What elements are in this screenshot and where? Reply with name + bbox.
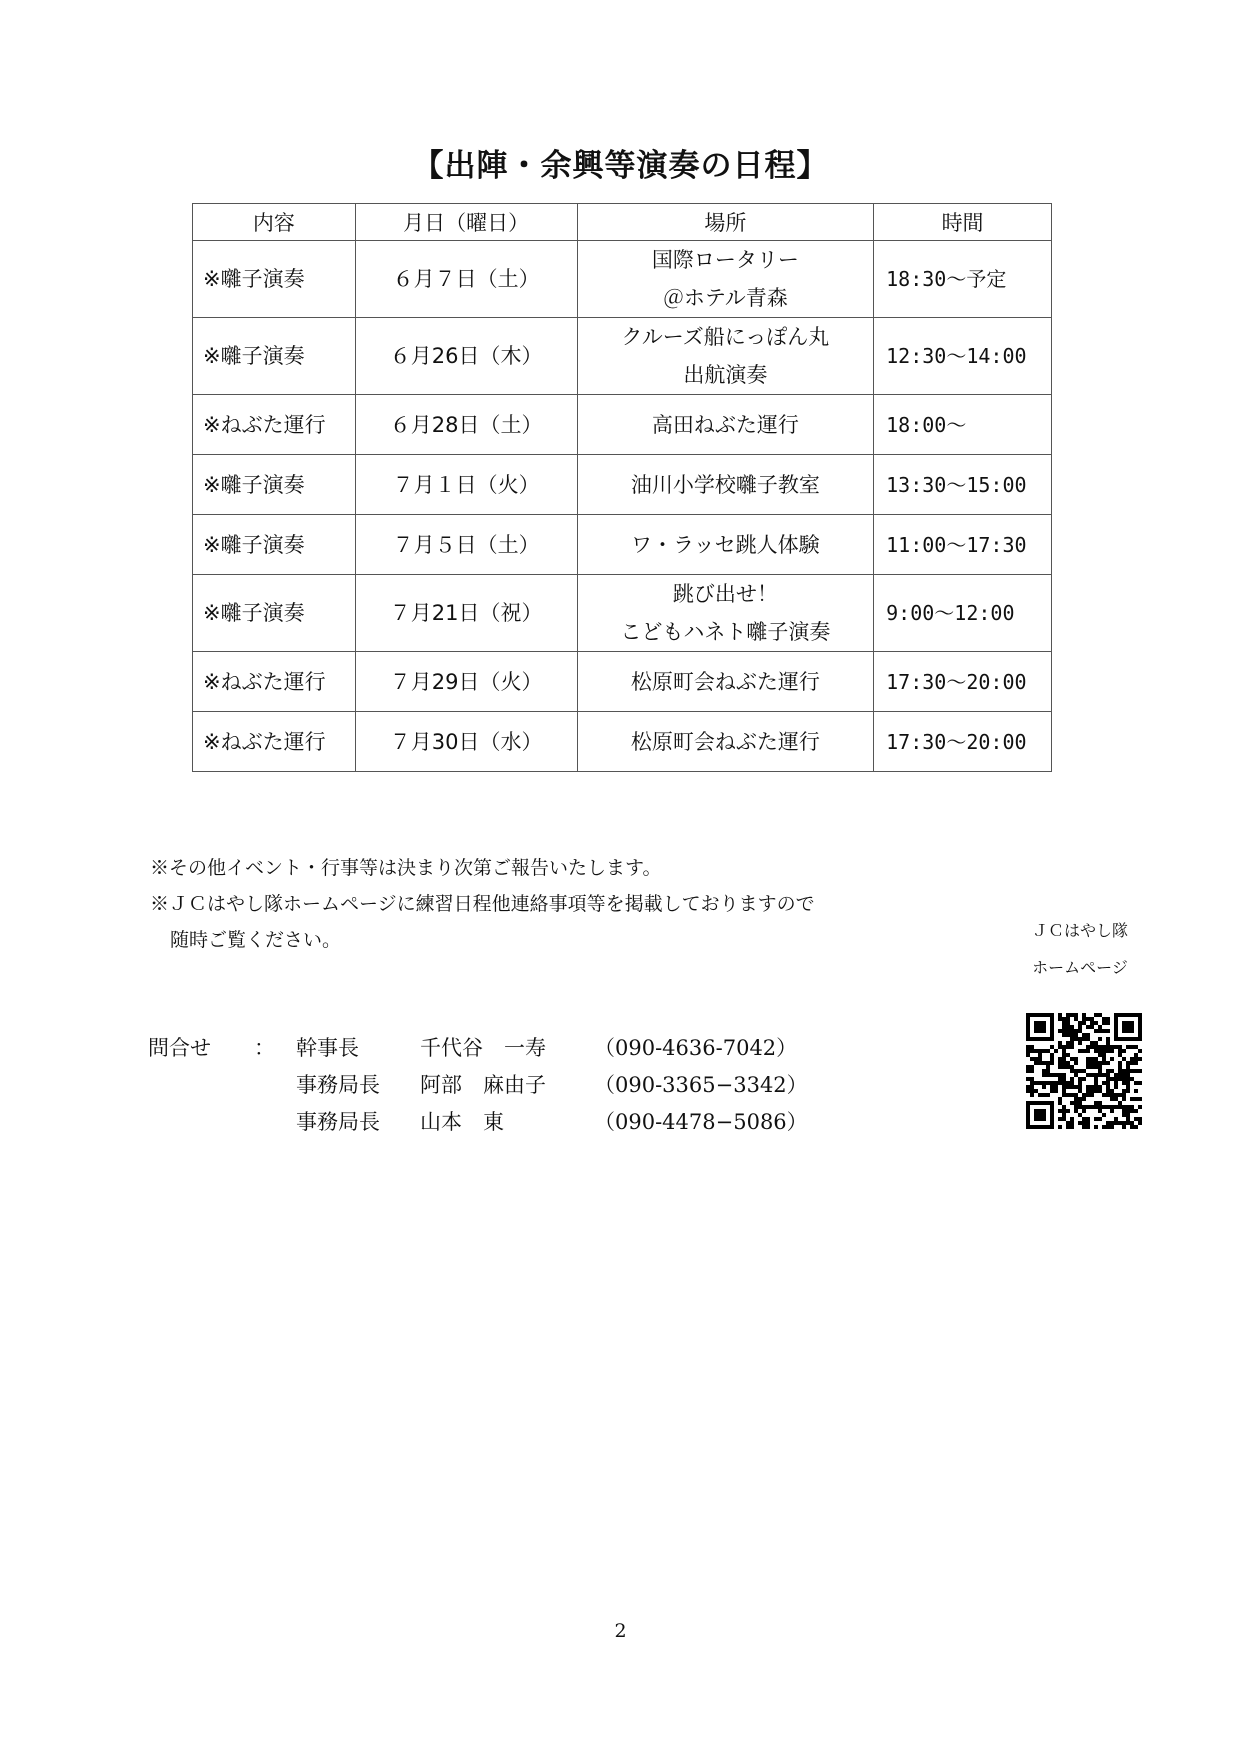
cell-place: [577, 318, 874, 395]
cell-place: [577, 652, 874, 712]
contact-colon: ：: [254, 1036, 275, 1060]
cell-content: ※囃子演奏: [193, 515, 356, 575]
cell-place: [577, 712, 874, 772]
contact-role: 事務局長: [296, 1073, 380, 1097]
contact-label: 問合せ: [148, 1036, 211, 1060]
cell-time: 9:00～12:00: [874, 575, 1052, 652]
cell-date: ７月21日（祝）: [355, 575, 577, 652]
cell-time: 13:30～15:00: [874, 455, 1052, 515]
header-place: 場所: [577, 204, 874, 241]
cell-time: 18:00～: [874, 395, 1052, 455]
cell-place: [577, 515, 874, 575]
contact-name: 阿部 麻由子: [420, 1073, 546, 1097]
place-line: 松原町会ねぶた運行: [630, 729, 820, 754]
qr-label-line: ＪＣはやし隊: [1031, 921, 1128, 940]
cell-date: ７月30日（水）: [355, 712, 577, 772]
place-line: 国際ロータリー: [651, 248, 799, 272]
cell-content: ※ねぶた運行: [193, 395, 356, 455]
cell-date: ６月26日（木）: [355, 318, 577, 395]
qr-code[interactable]: [1026, 1013, 1142, 1129]
header-time: 時間: [874, 204, 1052, 241]
cell-place: [577, 575, 874, 652]
header-date: 月日（曜日）: [355, 204, 577, 241]
contact-name: 千代谷 一寿: [420, 1036, 546, 1060]
cell-content: ※囃子演奏: [193, 318, 356, 395]
table-header-row: [193, 204, 1052, 241]
contact-role: 幹事長: [296, 1036, 359, 1060]
contact-row: [148, 1032, 848, 1069]
place-line: クルーズ船にっぽん丸: [621, 325, 830, 349]
cell-time: 18:30～予定: [874, 241, 1052, 318]
place-line: 出航演奏: [683, 363, 768, 387]
contact-phone: （090-3365−3342）: [594, 1073, 808, 1097]
cell-content: ※囃子演奏: [193, 241, 356, 318]
contact-phone: （090-4478−5086）: [594, 1110, 808, 1134]
header-content: 内容: [193, 204, 356, 241]
cell-time: 17:30～20:00: [874, 712, 1052, 772]
table-row: [193, 712, 1052, 772]
place-line: 高田ねぶた運行: [651, 412, 799, 437]
place-line: ワ・ラッセ跳人体験: [631, 532, 820, 557]
contact-phone: （090-4636-7042）: [594, 1036, 798, 1060]
table-row: [193, 241, 1052, 318]
table-row: [193, 318, 1052, 395]
page-number: 2: [614, 1620, 627, 1642]
table-row: [193, 515, 1052, 575]
place-line: 松原町会ねぶた運行: [630, 669, 820, 694]
cell-date: ７月１日（火）: [355, 455, 577, 515]
cell-content: ※ねぶた運行: [193, 652, 356, 712]
contact-block: [148, 1032, 848, 1143]
cell-date: ６月28日（土）: [355, 395, 577, 455]
table-row: [193, 395, 1052, 455]
contact-row: [148, 1106, 848, 1143]
place-line: 跳び出せ！: [672, 582, 778, 606]
cell-place: [577, 241, 874, 318]
cell-time: 12:30～14:00: [874, 318, 1052, 395]
cell-content: ※ねぶた運行: [193, 712, 356, 772]
cell-place: [577, 395, 874, 455]
cell-content: ※囃子演奏: [193, 455, 356, 515]
cell-time: 17:30～20:00: [874, 652, 1052, 712]
contact-name: 山本 東: [420, 1110, 504, 1134]
contact-row: [148, 1069, 848, 1106]
qr-label-line: ホームページ: [1032, 958, 1128, 977]
page-title: 【出陣・余興等演奏の日程】: [412, 148, 829, 184]
note-line: ※その他イベント・行事等は決まり次第ご報告いたします。: [150, 857, 662, 879]
cell-content: ※囃子演奏: [193, 575, 356, 652]
qr-label: [1010, 912, 1150, 986]
table-row: [193, 652, 1052, 712]
cell-time: 11:00～17:30: [874, 515, 1052, 575]
notes: [150, 850, 815, 958]
cell-place: [577, 455, 874, 515]
cell-date: ７月５日（土）: [355, 515, 577, 575]
place-line: こどもハネト囃子演奏: [620, 620, 831, 644]
table-row: [193, 455, 1052, 515]
schedule-table: [192, 203, 1052, 772]
place-line: 油川小学校囃子教室: [630, 472, 820, 497]
contact-role: 事務局長: [296, 1110, 380, 1134]
cell-date: ７月29日（火）: [355, 652, 577, 712]
note-line: ※ＪＣはやし隊ホームページに練習日程他連絡事項等を掲載しておりますので: [150, 893, 815, 915]
cell-date: ６月７日（土）: [355, 241, 577, 318]
note-line: 随時ご覧ください。: [170, 929, 342, 951]
table-row: [193, 575, 1052, 652]
place-line: ＠ホテル青森: [662, 286, 788, 310]
